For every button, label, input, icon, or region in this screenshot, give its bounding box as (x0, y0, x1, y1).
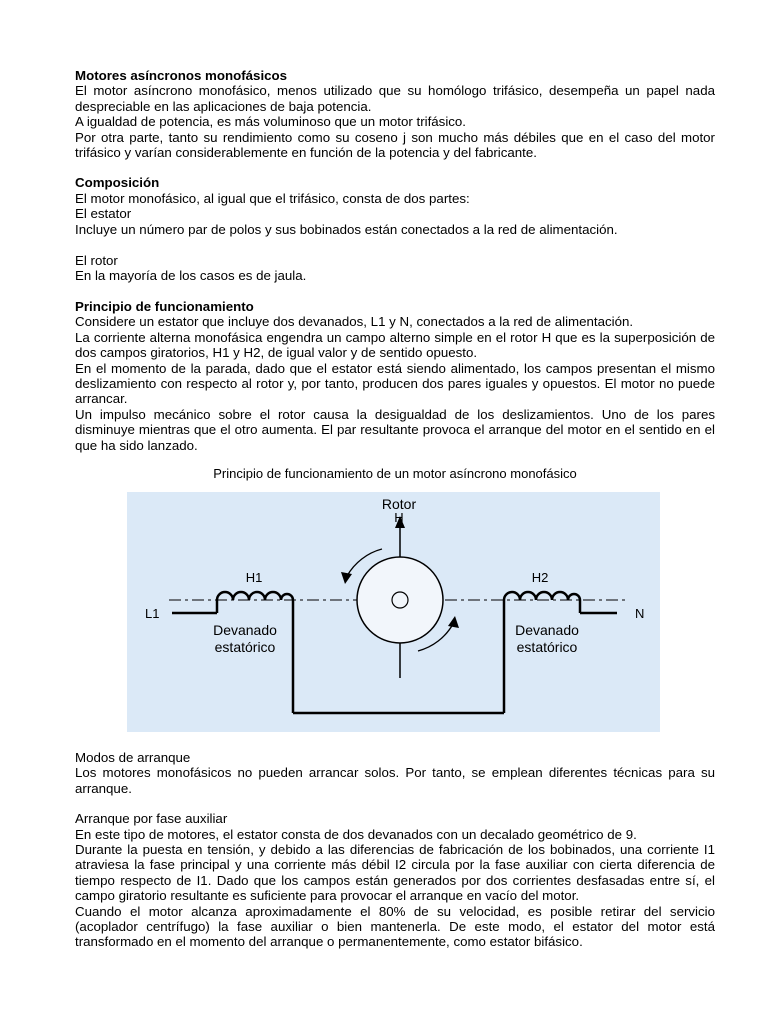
paragraph: Por otra parte, tanto su rendimiento como su coseno j son mucho más débiles que en el caso del motor trifásico y varían considerablemente en función de la potencia y del fabricante. (75, 129, 715, 161)
paragraph: La corriente alterna monofásica engendra un campo alterno simple en el rotor H que es la superposición de dos campos giratorios, H1 y H2, de igual valor y de sentido opuesto. (75, 329, 715, 361)
paragraph: A igualdad de potencia, es más voluminoso que un motor trifásico. (75, 114, 467, 130)
rotor-circle (357, 557, 443, 643)
h-label: H (394, 509, 404, 525)
rotor-label: Rotor (381, 495, 417, 512)
motor-diagram (127, 492, 660, 732)
l1-label: L1 (145, 605, 160, 621)
paragraph: Incluye un número par de polos y sus bobinados están conectados a la red de alimentación. (75, 221, 618, 237)
paragraph: El estator (75, 206, 132, 222)
paragraph: Cuando el motor alcanza aproximadamente el 80% de su velocidad, es posible retirar del servicio (acoplador centrífugo) la fase auxiliar o bien mantenerla. De este modo, el estator del motor está transformado en el momento del arranque o permanentemente, como estator bifásico. (75, 903, 715, 950)
paragraph: Los motores monofásicos no pueden arrancar solos. Por tanto, se emplean diferentes técnicas para su arranque. (75, 765, 715, 796)
h2-coil (504, 592, 580, 600)
left-winding-label-line1: Devanado (213, 621, 277, 638)
rotation-arrowhead-bottom (448, 616, 459, 628)
paragraph: El motor asíncrono monofásico, menos utilizado que su homólogo trifásico, desempeña un papel nada despreciable en las aplicaciones de baja potencia. (75, 83, 715, 114)
h2-label: H2 (531, 569, 549, 585)
paragraph: En el momento de la parada, dado que el estator está siendo alimentado, los campos presentan el mismo deslizamiento con respecto al rotor y, por tanto, producen dos pares iguales y opuestos. El motor no puede arrancar. (75, 360, 715, 407)
paragraph: Un impulso mecánico sobre el rotor causa la desigualdad de los deslizamientos. Uno de los pares disminuye mientras que el otro aumenta. El par resultante provoca el arranque del motor en el sentido en el que ha sido lanzado. (75, 406, 715, 453)
heading-arranque-fase-auxiliar: Arranque por fase auxiliar (75, 811, 228, 827)
paragraph: En la mayoría de los casos es de jaula. (75, 268, 307, 284)
left-winding-label-line2: estatórico (214, 638, 276, 655)
document-page (75, 68, 715, 950)
paragraph: Durante la puesta en tensión, y debido a las diferencias de fabricación de los bobinados, una corriente I1 atraviesa la fase principal y una corriente más débil I2 circula por la fase auxiliar con cierta diferencia de tiempo respecto de I1. Dado que los campos están generados por dos corrientes desfasadas entre sí, el campo giratorio resultante es suficiente para provocar el arranque en vacío del motor. (75, 841, 715, 904)
paragraph: En este tipo de motores, el estator consta de dos devanados con un decalado geométrico de 9. (75, 826, 637, 842)
paragraph: El motor monofásico, al igual que el trifásico, consta de dos partes: (75, 190, 470, 206)
heading-principio-funcionamiento: Principio de funcionamiento (75, 298, 254, 314)
h1-label: H1 (245, 569, 263, 585)
right-winding-label-line1: Devanado (515, 621, 579, 638)
n-label: N (635, 605, 645, 621)
heading-modos-arranque: Modos de arranque (75, 749, 191, 765)
heading-motores-monofasicos: Motores asíncronos monofásicos (75, 68, 288, 83)
figure-caption: Principio de funcionamiento de un motor asíncrono monofásico (213, 465, 577, 481)
right-winding-label-line2: estatórico (516, 638, 578, 655)
heading-composicion: Composición (75, 175, 160, 191)
h1-coil (217, 592, 293, 600)
paragraph: Considere un estator que incluye dos devanados, L1 y N, conectados a la red de alimentación. (75, 314, 634, 330)
paragraph: El rotor (75, 253, 118, 269)
rotation-arrowhead-top (341, 572, 352, 584)
